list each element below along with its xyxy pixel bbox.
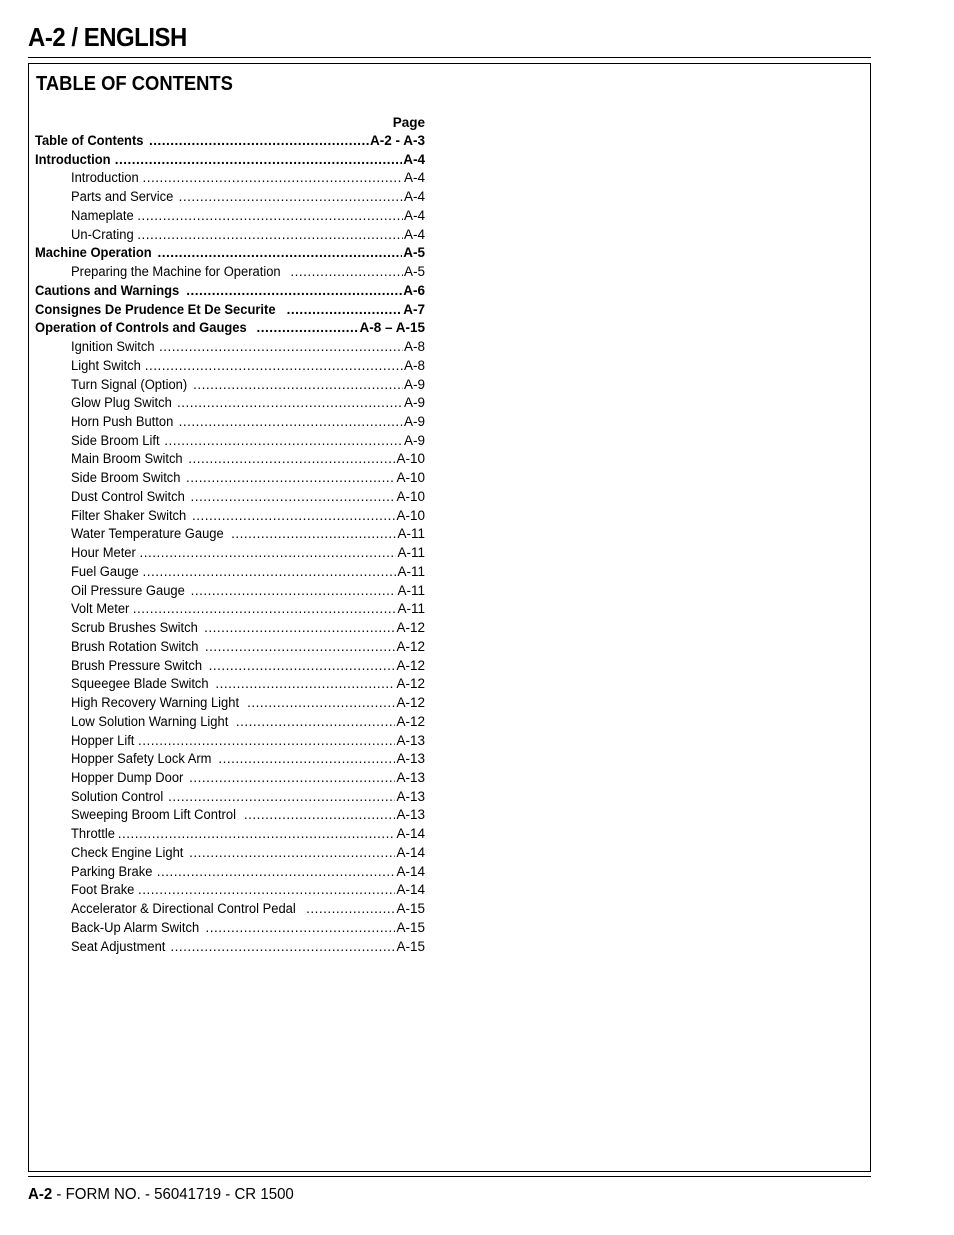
toc-dot-leader — [140, 544, 397, 563]
toc-entry[interactable] — [35, 844, 425, 863]
toc-entry-page: A-10 — [396, 488, 425, 504]
toc-entry[interactable] — [35, 900, 425, 919]
toc-entry[interactable] — [35, 694, 425, 713]
toc-entry-page: A-10 — [396, 507, 425, 523]
toc-entry-label: Un-Crating — [71, 226, 134, 242]
toc-dot-leader — [179, 413, 403, 432]
toc-entry-label: Sweeping Broom Lift Control — [71, 807, 236, 823]
toc-entry-page: A-8 — [403, 357, 425, 373]
toc-entry-label: Cautions and Warnings — [35, 282, 180, 298]
toc-entry-label: Volt Meter — [71, 601, 130, 617]
toc-entry-page: A-11 — [397, 563, 425, 579]
toc-entry-label: Dust Control Switch — [71, 488, 185, 504]
toc-entry-label: Side Broom Switch — [71, 470, 181, 486]
toc-entry-page: A-8 — [403, 339, 425, 355]
toc-dot-leader — [188, 450, 395, 469]
toc-entry[interactable] — [35, 825, 425, 844]
toc-dot-leader — [137, 226, 403, 245]
toc-entry-page: A-4 — [403, 207, 425, 223]
page-header-title: A-2 / ENGLISH — [28, 22, 187, 52]
toc-entry-label: Low Solution Warning Light — [71, 713, 229, 729]
toc-entry[interactable] — [35, 413, 425, 432]
toc-entry-page: A-2 - A-3 — [369, 133, 425, 148]
toc-dot-leader — [186, 282, 402, 301]
toc-dot-leader — [287, 301, 403, 320]
toc-entry[interactable] — [35, 657, 425, 676]
toc-entry-label: Hopper Safety Lock Arm — [71, 751, 212, 767]
toc-entry-page: A-12 — [396, 695, 425, 711]
toc-entry[interactable] — [35, 525, 425, 544]
toc-dot-leader — [306, 900, 395, 919]
toc-dot-leader — [218, 750, 395, 769]
toc-entry-page: A-13 — [396, 732, 425, 748]
toc-dot-leader — [247, 694, 395, 713]
toc-entry[interactable] — [35, 188, 425, 207]
toc-entry-label: Turn Signal (Option) — [71, 376, 188, 392]
page-column-header: Page — [392, 115, 425, 130]
toc-entry-label: Nameplate — [71, 207, 134, 223]
toc-entry-label: Hopper Lift — [71, 732, 135, 748]
toc-entry-label: Hour Meter — [71, 545, 136, 561]
toc-entry-page: A-13 — [396, 751, 425, 767]
toc-entry[interactable] — [35, 488, 425, 507]
toc-entry[interactable] — [35, 432, 425, 451]
toc-dot-leader — [133, 600, 397, 619]
toc-entry[interactable] — [35, 244, 425, 263]
toc-entry-page: A-12 — [396, 713, 425, 729]
toc-dot-leader — [149, 132, 369, 151]
toc-entry-page: A-14 — [396, 826, 425, 842]
toc-dot-leader — [179, 188, 403, 207]
toc-entry-page: A-11 — [397, 545, 425, 561]
toc-entry-label: Oil Pressure Gauge — [71, 582, 185, 598]
toc-entry[interactable] — [35, 600, 425, 619]
toc-entry[interactable] — [35, 376, 425, 395]
toc-entry-page: A-13 — [396, 769, 425, 785]
toc-entry-label: Accelerator & Directional Control Pedal — [71, 901, 296, 917]
toc-entry[interactable] — [35, 263, 425, 282]
toc-dot-leader — [145, 357, 403, 376]
toc-dot-leader — [189, 844, 395, 863]
toc-entry-label: Machine Operation — [35, 245, 152, 261]
toc-entry-label: Parts and Service — [71, 189, 174, 205]
toc-entry-label: Filter Shaker Switch — [71, 507, 187, 523]
toc-entry-page: A-11 — [397, 601, 425, 617]
toc-entry-page: A-13 — [396, 807, 425, 823]
toc-entry-page: A-15 — [396, 901, 425, 917]
toc-entry-page: A-12 — [396, 620, 425, 636]
toc-entry-page: A-12 — [396, 676, 425, 692]
toc-dot-leader — [158, 244, 403, 263]
toc-dot-leader — [170, 938, 395, 957]
toc-entry-page: A-14 — [396, 844, 425, 860]
toc-entry[interactable] — [35, 619, 425, 638]
toc-entry-label: Squeegee Blade Switch — [71, 676, 209, 692]
toc-list — [35, 113, 425, 956]
toc-entry-label: Foot Brake — [71, 882, 135, 898]
toc-entry-page: A-12 — [396, 638, 425, 654]
toc-entry-label: High Recovery Warning Light — [71, 695, 240, 711]
toc-entry-label: Fuel Gauge — [71, 563, 139, 579]
toc-entry[interactable] — [35, 301, 425, 320]
toc-entry[interactable] — [35, 806, 425, 825]
toc-dot-leader — [177, 394, 403, 413]
toc-entry-page: A-12 — [396, 657, 425, 673]
toc-dot-leader — [159, 338, 403, 357]
toc-dot-leader — [204, 619, 395, 638]
toc-entry-page: A-5 — [403, 245, 425, 261]
toc-dot-leader — [115, 151, 403, 170]
toc-dot-leader — [193, 376, 403, 395]
toc-entry-label: Preparing the Machine for Operation — [71, 264, 281, 280]
toc-dot-leader — [186, 469, 395, 488]
toc-entry[interactable] — [35, 469, 425, 488]
toc-entry-page: A-10 — [396, 470, 425, 486]
toc-entry[interactable] — [35, 750, 425, 769]
toc-entry[interactable] — [35, 450, 425, 469]
toc-entry-label: Glow Plug Switch — [71, 395, 172, 411]
toc-entry-page: A-10 — [396, 451, 425, 467]
toc-entry-label: Parking Brake — [71, 863, 153, 879]
toc-dot-leader — [157, 863, 396, 882]
footer-form-text: - FORM NO. - 56041719 - CR 1500 — [52, 1186, 294, 1203]
toc-entry[interactable] — [35, 938, 425, 957]
toc-dot-leader — [290, 263, 403, 282]
toc-entry[interactable] — [35, 563, 425, 582]
page-footer — [28, 1186, 294, 1204]
toc-entry[interactable] — [35, 713, 425, 732]
toc-entry-label: Scrub Brushes Switch — [71, 620, 198, 636]
toc-entry[interactable] — [35, 169, 425, 188]
toc-dot-leader — [138, 881, 395, 900]
toc-entry-page: A-15 — [396, 919, 425, 935]
toc-entry-page: A-11 — [397, 526, 425, 542]
toc-entry-label: Brush Pressure Switch — [71, 657, 203, 673]
toc-dot-leader — [206, 919, 396, 938]
toc-dot-leader — [231, 525, 396, 544]
toc-entry[interactable] — [35, 207, 425, 226]
toc-entry[interactable] — [35, 132, 425, 151]
toc-entry-label: Introduction — [71, 170, 139, 186]
toc-entry-label: Solution Control — [71, 788, 164, 804]
table-of-contents-panel — [28, 63, 871, 1172]
toc-entry-label: Side Broom Lift — [71, 432, 160, 448]
toc-entry-page: A-4 — [403, 151, 425, 167]
toc-dot-leader — [209, 657, 396, 676]
toc-entry[interactable] — [35, 863, 425, 882]
toc-entry[interactable] — [35, 507, 425, 526]
toc-dot-leader — [192, 507, 395, 526]
toc-entry[interactable] — [35, 544, 425, 563]
footer-divider — [28, 1176, 871, 1177]
toc-entry-page: A-9 — [403, 414, 425, 430]
toc-entry-label: Introduction — [35, 151, 111, 167]
toc-entry[interactable] — [35, 732, 425, 751]
toc-entry-page: A-11 — [397, 582, 425, 598]
toc-entry-label: Water Temperature Gauge — [71, 526, 224, 542]
toc-entry[interactable] — [35, 319, 425, 338]
toc-entry-label: Main Broom Switch — [71, 451, 183, 467]
toc-entry[interactable] — [35, 675, 425, 694]
toc-dot-leader — [257, 319, 359, 338]
toc-dot-leader — [164, 432, 403, 451]
toc-entry[interactable] — [35, 919, 425, 938]
toc-entry-page: A-6 — [403, 282, 425, 298]
toc-entry[interactable] — [35, 357, 425, 376]
toc-dot-leader — [118, 825, 396, 844]
toc-entry-label: Consignes De Prudence Et De Securite — [35, 301, 276, 317]
toc-entry[interactable] — [35, 394, 425, 413]
toc-dot-leader — [236, 713, 396, 732]
toc-entry-label: Horn Push Button — [71, 414, 174, 430]
toc-entry-page: A-5 — [403, 264, 425, 280]
toc-dot-leader — [205, 638, 396, 657]
toc-entry-page: A-4 — [403, 170, 425, 186]
toc-entry-label: Operation of Controls and Gauges — [35, 320, 247, 336]
toc-entry[interactable] — [35, 151, 425, 170]
toc-entry[interactable] — [35, 582, 425, 601]
header-divider — [28, 57, 871, 58]
toc-entry-page: A-9 — [403, 432, 425, 448]
toc-title: TABLE OF CONTENTS — [36, 73, 233, 95]
toc-dot-leader — [215, 675, 395, 694]
toc-dot-leader — [191, 582, 397, 601]
toc-entry-label: Light Switch — [71, 357, 141, 373]
toc-dot-leader — [143, 563, 397, 582]
toc-dot-leader — [143, 169, 403, 188]
toc-entry-label: Hopper Dump Door — [71, 769, 184, 785]
toc-entry[interactable] — [35, 338, 425, 357]
toc-entry-label: Brush Rotation Switch — [71, 638, 199, 654]
toc-entry[interactable] — [35, 769, 425, 788]
toc-entry-page: A-9 — [403, 395, 425, 411]
toc-entry-page: A-4 — [403, 226, 425, 242]
toc-dot-leader — [137, 207, 403, 226]
toc-entry-label: Ignition Switch — [71, 339, 155, 355]
toc-entry[interactable] — [35, 282, 425, 301]
toc-entry-label: Throttle — [71, 826, 115, 842]
toc-entry-page: A-15 — [396, 938, 425, 954]
toc-entry-label: Seat Adjustment — [71, 938, 166, 954]
toc-entry[interactable] — [35, 881, 425, 900]
toc-entry-page: A-13 — [396, 788, 425, 804]
toc-entry-label: Back-Up Alarm Switch — [71, 919, 200, 935]
toc-dot-leader — [168, 788, 395, 807]
toc-entry-page: A-14 — [396, 863, 425, 879]
toc-entry-page: A-9 — [403, 376, 425, 392]
toc-entry-page: A-7 — [403, 301, 425, 317]
toc-entry[interactable] — [35, 788, 425, 807]
toc-entry-label: Table of Contents — [35, 133, 144, 148]
toc-dot-leader — [191, 488, 396, 507]
toc-dot-leader — [138, 732, 395, 751]
toc-entry[interactable] — [35, 638, 425, 657]
footer-page-number: A-2 — [28, 1186, 53, 1203]
toc-dot-leader — [189, 769, 395, 788]
toc-entry-page: A-4 — [403, 189, 425, 205]
toc-entry-label: Check Engine Light — [71, 844, 184, 860]
toc-entry-page: A-14 — [396, 882, 425, 898]
toc-entry-page: A-8 – A-15 — [359, 320, 425, 336]
toc-dot-leader — [244, 806, 396, 825]
toc-entry[interactable] — [35, 226, 425, 245]
